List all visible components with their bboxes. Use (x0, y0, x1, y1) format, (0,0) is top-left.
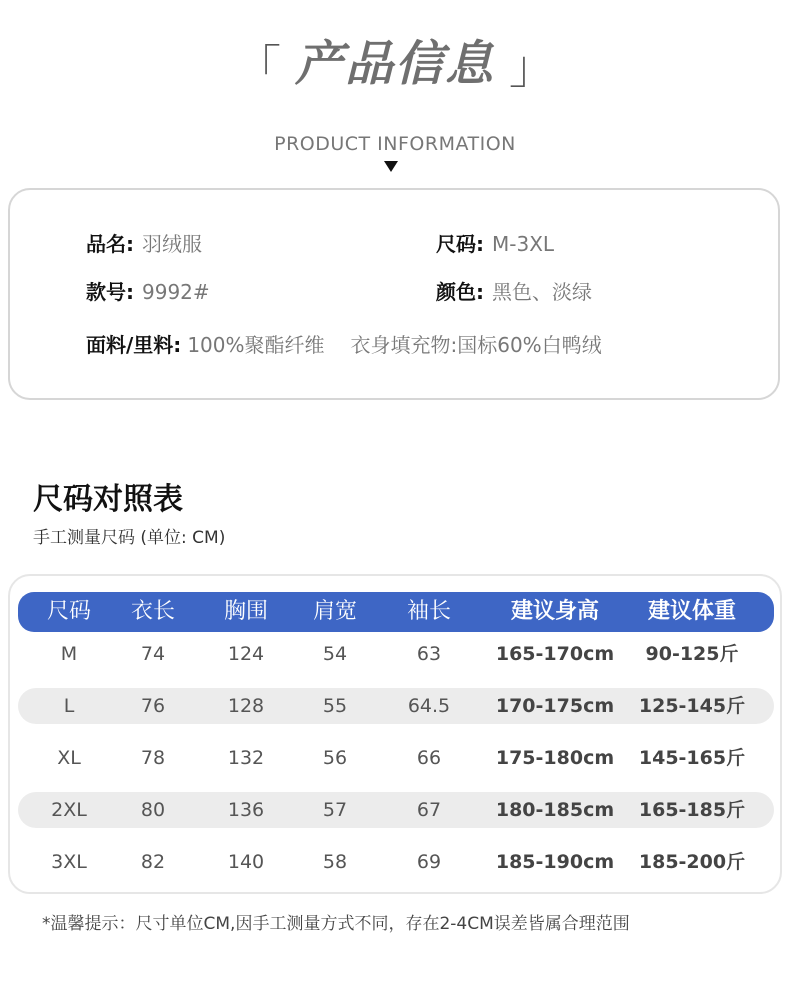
info-value: 100%聚酯纤维 (187, 333, 325, 357)
column-header: 建议体重 (647, 599, 737, 624)
info-size-range (436, 228, 554, 257)
column-header: 建议身高 (510, 599, 600, 624)
right-bracket: 」 (509, 40, 555, 94)
info-label: 尺码: (436, 232, 484, 256)
table-cell: XL (57, 747, 81, 769)
info-filling: 衣身填充物:国标60%白鸭绒 (350, 333, 602, 357)
column-header: 肩宽 (312, 599, 358, 624)
page-subtitle: PRODUCT INFORMATION (274, 133, 516, 155)
table-cell: 69 (416, 851, 442, 873)
info-value: M-3XL (492, 232, 555, 256)
down-triangle-icon (384, 161, 398, 172)
product-info-header (0, 36, 790, 94)
table-header (18, 592, 774, 632)
column-header: 尺码 (46, 599, 92, 624)
table-cell: 3XL (51, 851, 87, 873)
table-row (18, 688, 774, 724)
table-cell: 82 (140, 851, 166, 873)
info-color (436, 276, 592, 305)
column-header: 胸围 (223, 599, 269, 624)
table-cell: M (60, 643, 78, 665)
table-row (18, 844, 774, 880)
table-cell: 54 (322, 643, 348, 665)
info-product-name (86, 228, 202, 257)
left-bracket: 「 (234, 40, 281, 94)
size-chart-subtitle: 手工测量尺码 (单位: CM) (33, 528, 226, 548)
table-cell: 64.5 (407, 695, 451, 717)
table-cell: 63 (416, 643, 442, 665)
table-cell: 170-175cm (495, 695, 615, 717)
table-cell: 57 (322, 799, 348, 821)
table-cell: 56 (322, 747, 348, 769)
table-cell: 58 (322, 851, 348, 873)
page-title: 产品信息 (294, 36, 495, 92)
info-label: 面料/里料: (86, 333, 182, 357)
table-cell: 145-165斤 (638, 747, 746, 769)
info-label: 品名: (86, 232, 134, 256)
table-cell: 132 (227, 747, 265, 769)
table-cell: 175-180cm (495, 747, 615, 769)
table-cell: 67 (416, 799, 442, 821)
table-row (18, 636, 774, 672)
table-cell: 125-145斤 (638, 695, 746, 717)
info-value: 9992# (142, 280, 210, 304)
table-cell: 136 (227, 799, 265, 821)
table-cell: 90-125斤 (645, 643, 739, 665)
table-cell: 140 (227, 851, 265, 873)
table-cell: 74 (140, 643, 166, 665)
table-cell: 78 (140, 747, 166, 769)
table-cell: 165-185斤 (638, 799, 746, 821)
table-row (18, 740, 774, 776)
table-cell: 180-185cm (495, 799, 615, 821)
table-cell: L (63, 695, 75, 717)
table-cell: 76 (140, 695, 166, 717)
info-value: 羽绒服 (142, 232, 202, 256)
size-footnote: *温馨提示：尺寸单位CM,因手工测量方式不同，存在2-4CM误差皆属合理范围 (42, 914, 630, 934)
table-cell: 55 (322, 695, 348, 717)
table-row (18, 792, 774, 828)
info-fabric (86, 329, 602, 358)
product-info-card (8, 188, 780, 400)
table-cell: 128 (227, 695, 265, 717)
table-cell: 80 (140, 799, 166, 821)
table-cell: 124 (227, 643, 265, 665)
size-chart-title: 尺码对照表 (33, 482, 183, 517)
table-cell: 185-190cm (495, 851, 615, 873)
size-chart-table (8, 574, 782, 894)
column-header: 袖长 (406, 599, 452, 624)
table-cell: 2XL (51, 799, 87, 821)
info-label: 颜色: (436, 280, 484, 304)
info-model-number (86, 276, 210, 305)
table-cell: 185-200斤 (638, 851, 746, 873)
table-cell: 165-170cm (495, 643, 615, 665)
info-label: 款号: (86, 280, 134, 304)
column-header: 衣长 (130, 599, 176, 624)
table-cell: 66 (416, 747, 442, 769)
info-value: 黑色、淡绿 (492, 280, 592, 304)
